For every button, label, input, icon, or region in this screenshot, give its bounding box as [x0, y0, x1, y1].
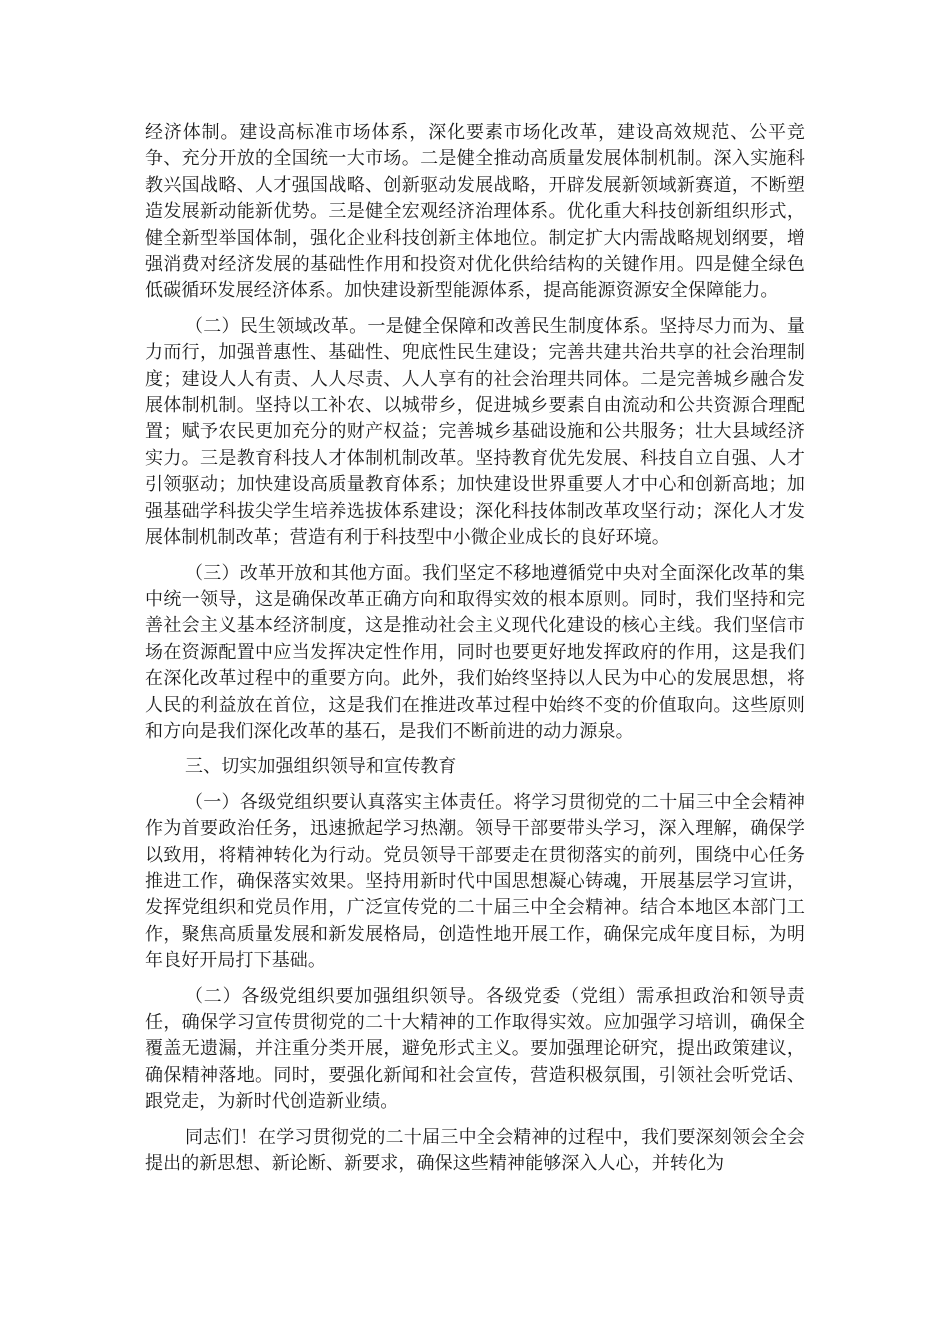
document-page: [145, 120, 805, 1186]
paragraph-reform-opening: （三）改革开放和其他方面。我们坚定不移地遵循党中央对全面深化改革的集中统一领导，这是确保改革正确方向和取得实效的根本原则。同时，我们坚持和完善社会主义基本经济制度，这是推动社会主义现代化建设的核心主线。我们坚信市场在资源配置中应当发挥决定性作用，同时也要更好地发挥政府的作用，这是我们在深化改革过程中的重要方向。此外，我们始终坚持以人民为中心的发展思想，将人民的利益放在首位，这是我们在推进改革过程中始终不变的价值取向。这些原则和方向是我们深化改革的基石，是我们不断前进的动力源泉。: [145, 562, 805, 742]
paragraph-livelihood-reform: （二）民生领域改革。一是健全保障和改善民生制度体系。坚持尽力而为、量力而行，加强普惠性、基础性、兜底性民生建设；完善共建共治共享的社会治理制度；建设人人有责、人人尽责、人人享有的社会治理共同体。二是完善城乡融合发展体制机制。坚持以工补农、以城带乡，促进城乡要素自由流动和公共资源合理配置；赋予农民更加充分的财产权益；完善城乡基础设施和公共服务；壮大县域经济实力。三是教育科技人才体制机制改革。坚持教育优先发展、科技自立自强、人才引领驱动；加快建设高质量教育体系；加快建设世界重要人才中心和创新高地；加强基础学科拔尖学生培养选拔体系建设；深化科技体制改革攻坚行动；深化人才发展体制机制改革；营造有利于科技型中小微企业成长的良好环境。: [145, 315, 805, 549]
paragraph-closing-comrades: 同志们！在学习贯彻党的二十届三中全会精神的过程中，我们要深刻领会全会提出的新思想、新论断、新要求，确保这些精神能够深入人心，并转化为: [145, 1126, 805, 1175]
section-heading-organization: 三、切实加强组织领导和宣传教育: [185, 756, 457, 778]
paragraph-main-responsibility: （一）各级党组织要认真落实主体责任。将学习贯彻党的二十届三中全会精神作为首要政治任务，迅速掀起学习热潮。领导干部要带头学习，深入理解，确保学以致用，将精神转化为行动。党员领导干部要走在贯彻落实的前列，围绕中心任务推进工作，确保落实效果。坚持用新时代中国思想凝心铸魂，开展基层学习宣讲，发挥党组织和党员作用，广泛宣传党的二十届三中全会精神。结合本地区本部门工作，聚焦高质量发展和新发展格局，创造性地开展工作，确保完成年度目标，为明年良好开局打下基础。: [145, 791, 805, 972]
paragraph-economic-system: 经济体制。建设高标准市场体系，深化要素市场化改革，建设高效规范、公平竞争、充分开放的全国统一大市场。二是健全推动高质量发展体制机制。深入实施科教兴国战略、人才强国战略、创新驱动发展战略，开辟发展新领域新赛道，不断塑造发展新动能新优势。三是健全宏观经济治理体系。优化重大科技创新组织形式，健全新型举国体制，强化企业科技创新主体地位。制定扩大内需战略规划纲要，增强消费对经济发展的基础性作用和投资对优化供给结构的关键作用。四是健全绿色低碳循环发展经济体系。加快建设新型能源体系，提高能源资源安全保障能力。: [145, 122, 805, 302]
paragraph-organizational-leadership: （二）各级党组织要加强组织领导。各级党委（党组）需承担政治和领导责任，确保学习宣传贯彻党的二十大精神的工作取得实效。应加强学习培训，确保全覆盖无遗漏，并注重分类开展，避免形式主义。要加强理论研究，提出政策建议，确保精神落地。同时，要强化新闻和社会宣传，营造积极氛围，引领社会听党话、跟党走，为新时代创造新业绩。: [145, 985, 805, 1113]
